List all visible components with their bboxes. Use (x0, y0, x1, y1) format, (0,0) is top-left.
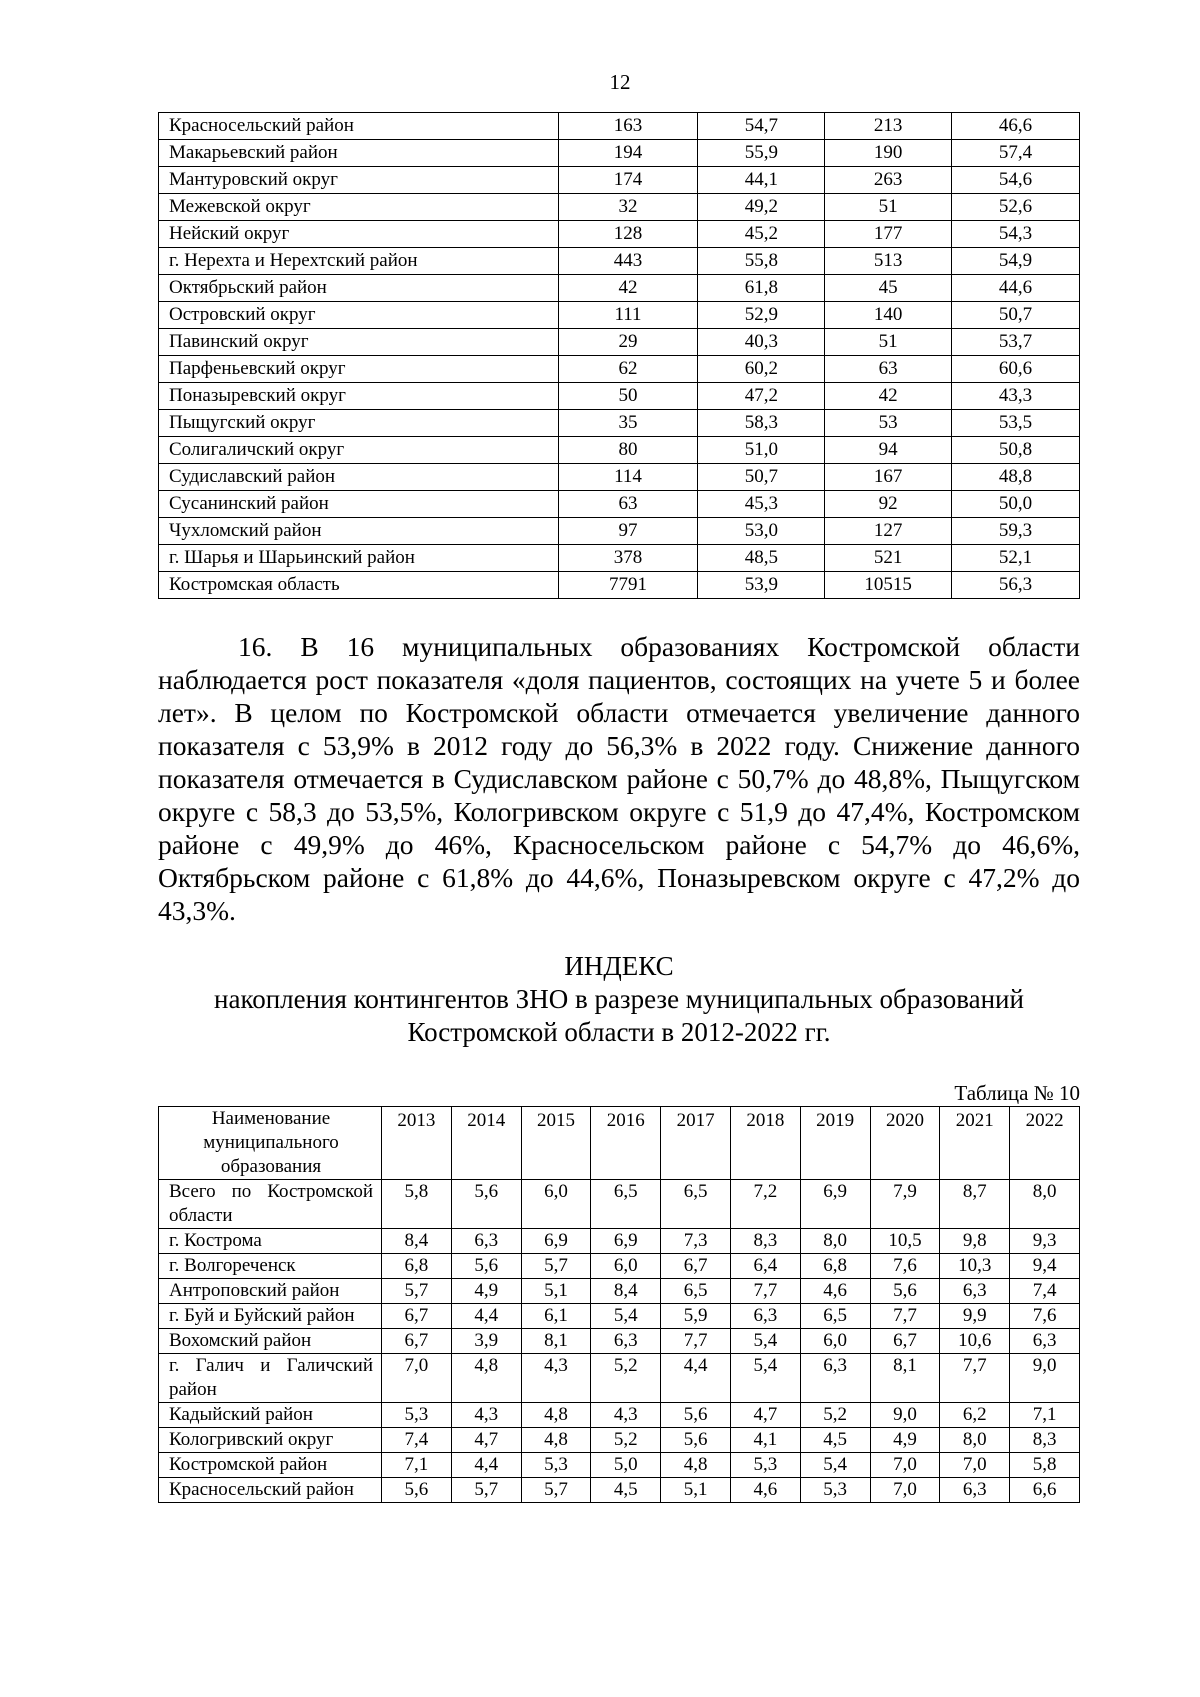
value-cell: 7,3 (661, 1229, 731, 1254)
header-year-cell: 2013 (382, 1107, 452, 1180)
table-row (159, 1180, 1080, 1229)
value-cell: 10,5 (870, 1229, 940, 1254)
value-cell: 5,3 (382, 1403, 452, 1428)
value-cell: 45 (825, 275, 952, 302)
row-name-cell: Красносельский район (159, 1478, 382, 1503)
value-cell: 4,6 (800, 1279, 870, 1304)
value-cell: 4,3 (521, 1354, 591, 1403)
value-cell: 48,8 (952, 464, 1080, 491)
value-cell: 4,6 (730, 1478, 800, 1503)
table-row (159, 1329, 1080, 1354)
value-cell: 7,6 (1010, 1304, 1080, 1329)
header-year-cell: 2015 (521, 1107, 591, 1180)
value-cell: 4,9 (451, 1279, 521, 1304)
value-cell: 190 (825, 140, 952, 167)
row-name-cell: г. Галич и Галичский район (159, 1354, 382, 1403)
value-cell: 4,9 (870, 1428, 940, 1453)
row-name-cell: Мантуровский округ (159, 167, 559, 194)
header-year-cell: 2014 (451, 1107, 521, 1180)
value-cell: 167 (825, 464, 952, 491)
value-cell: 6,7 (661, 1254, 731, 1279)
row-name-cell: Костромская область (159, 572, 559, 599)
value-cell: 53,7 (952, 329, 1080, 356)
table-row (159, 518, 1080, 545)
value-cell: 6,7 (382, 1304, 452, 1329)
value-cell: 4,8 (451, 1354, 521, 1403)
value-cell: 5,8 (382, 1180, 452, 1229)
value-cell: 52,1 (952, 545, 1080, 572)
index-title-line2: накопления контингентов ЗНО в разрезе муниципальных образований (214, 984, 1024, 1014)
value-cell: 7791 (558, 572, 698, 599)
value-cell: 8,4 (591, 1279, 661, 1304)
value-cell: 52,9 (698, 302, 825, 329)
header-year-cell: 2020 (870, 1107, 940, 1180)
value-cell: 5,7 (521, 1478, 591, 1503)
table-row (159, 383, 1080, 410)
value-cell: 6,0 (521, 1180, 591, 1229)
value-cell: 5,7 (451, 1478, 521, 1503)
value-cell: 6,3 (730, 1304, 800, 1329)
table-row (159, 275, 1080, 302)
value-cell: 7,4 (382, 1428, 452, 1453)
value-cell: 43,3 (952, 383, 1080, 410)
value-cell: 7,7 (870, 1304, 940, 1329)
value-cell: 53,9 (698, 572, 825, 599)
value-cell: 5,1 (521, 1279, 591, 1304)
value-cell: 40,3 (698, 329, 825, 356)
value-cell: 63 (825, 356, 952, 383)
value-cell: 97 (558, 518, 698, 545)
paragraph-16: 16. В 16 муниципальных образованиях Костромской области наблюдается рост показателя «доля пациентов, состоящих на учете 5 и более лет». В целом по Костромской области отмечается увеличение данного показателя с 53,9% в 2012 году до 56,3% в 2022 году. Снижение данного показателя отмечается в Судиславском районе с 50,7% до 48,8%, Пыщугском округе с 58,3 до 53,5%, Кологривском округе с 51,9 до 47,4%, Костромском районе с 49,9% до 46%, Красносельском районе с 54,7% до 46,6%, Октябрьском районе с 61,8% до 44,6%, Поназыревском округе с 47,2% до 43,3%. (158, 631, 1080, 926)
value-cell: 9,0 (1010, 1354, 1080, 1403)
value-cell: 4,1 (730, 1428, 800, 1453)
value-cell: 44,1 (698, 167, 825, 194)
value-cell: 50,0 (952, 491, 1080, 518)
value-cell: 50,7 (952, 302, 1080, 329)
table-row (159, 221, 1080, 248)
value-cell: 6,8 (800, 1254, 870, 1279)
value-cell: 5,4 (730, 1329, 800, 1354)
value-cell: 6,7 (382, 1329, 452, 1354)
value-cell: 127 (825, 518, 952, 545)
value-cell: 29 (558, 329, 698, 356)
value-cell: 6,3 (451, 1229, 521, 1254)
value-cell: 263 (825, 167, 952, 194)
value-cell: 5,4 (730, 1354, 800, 1403)
value-cell: 140 (825, 302, 952, 329)
value-cell: 56,3 (952, 572, 1080, 599)
value-cell: 44,6 (952, 275, 1080, 302)
value-cell: 9,0 (870, 1403, 940, 1428)
value-cell: 5,7 (521, 1254, 591, 1279)
value-cell: 53 (825, 410, 952, 437)
value-cell: 3,9 (451, 1329, 521, 1354)
value-cell: 4,5 (800, 1428, 870, 1453)
table-row (159, 248, 1080, 275)
table-row (159, 572, 1080, 599)
value-cell: 6,3 (940, 1279, 1010, 1304)
value-cell: 5,6 (451, 1254, 521, 1279)
value-cell: 8,3 (730, 1229, 800, 1254)
value-cell: 10,6 (940, 1329, 1010, 1354)
value-cell: 8,0 (940, 1428, 1010, 1453)
value-cell: 32 (558, 194, 698, 221)
value-cell: 8,1 (521, 1329, 591, 1354)
value-cell: 4,4 (451, 1304, 521, 1329)
value-cell: 111 (558, 302, 698, 329)
value-cell: 6,5 (661, 1180, 731, 1229)
value-cell: 5,2 (591, 1428, 661, 1453)
table-row (159, 464, 1080, 491)
value-cell: 51 (825, 329, 952, 356)
value-cell: 4,8 (521, 1428, 591, 1453)
value-cell: 9,4 (1010, 1254, 1080, 1279)
value-cell: 50,8 (952, 437, 1080, 464)
value-cell: 7,0 (940, 1453, 1010, 1478)
value-cell: 54,7 (698, 113, 825, 140)
value-cell: 6,5 (800, 1304, 870, 1329)
value-cell: 80 (558, 437, 698, 464)
table-row (159, 410, 1080, 437)
value-cell: 6,0 (800, 1329, 870, 1354)
value-cell: 7,1 (382, 1453, 452, 1478)
value-cell: 4,8 (661, 1453, 731, 1478)
table-number-label: Таблица № 10 (954, 1081, 1080, 1105)
value-cell: 8,7 (940, 1180, 1010, 1229)
value-cell: 5,9 (661, 1304, 731, 1329)
header-year-cell: 2017 (661, 1107, 731, 1180)
table-row (159, 1279, 1080, 1304)
value-cell: 521 (825, 545, 952, 572)
table-row (159, 1428, 1080, 1453)
row-name-cell: Чухломский район (159, 518, 559, 545)
index-title-line1: ИНДЕКС (564, 951, 674, 981)
header-name-cell: Наименование муниципального образования (159, 1107, 382, 1180)
row-name-cell: Костромской район (159, 1453, 382, 1478)
value-cell: 7,1 (1010, 1403, 1080, 1428)
value-cell: 7,0 (382, 1354, 452, 1403)
value-cell: 54,3 (952, 221, 1080, 248)
value-cell: 5,4 (800, 1453, 870, 1478)
value-cell: 443 (558, 248, 698, 275)
value-cell: 5,8 (1010, 1453, 1080, 1478)
value-cell: 5,3 (521, 1453, 591, 1478)
row-name-cell: г. Шарья и Шарьинский район (159, 545, 559, 572)
value-cell: 7,9 (870, 1180, 940, 1229)
page-number: 12 (609, 70, 631, 94)
value-cell: 6,5 (591, 1180, 661, 1229)
value-cell: 5,6 (382, 1478, 452, 1503)
value-cell: 35 (558, 410, 698, 437)
row-name-cell: Кадыйский район (159, 1403, 382, 1428)
value-cell: 4,3 (451, 1403, 521, 1428)
value-cell: 5,3 (730, 1453, 800, 1478)
value-cell: 6,9 (521, 1229, 591, 1254)
value-cell: 7,0 (870, 1453, 940, 1478)
table-row (159, 1254, 1080, 1279)
value-cell: 8,3 (1010, 1428, 1080, 1453)
value-cell: 6,2 (940, 1403, 1010, 1428)
header-year-cell: 2016 (591, 1107, 661, 1180)
value-cell: 55,8 (698, 248, 825, 275)
row-name-cell: Макарьевский район (159, 140, 559, 167)
row-name-cell: Антроповский район (159, 1279, 382, 1304)
value-cell: 60,2 (698, 356, 825, 383)
value-cell: 46,6 (952, 113, 1080, 140)
table-row (159, 491, 1080, 518)
value-cell: 54,6 (952, 167, 1080, 194)
row-name-cell: Сусанинский район (159, 491, 559, 518)
value-cell: 60,6 (952, 356, 1080, 383)
value-cell: 4,8 (521, 1403, 591, 1428)
value-cell: 378 (558, 545, 698, 572)
municipal-stats-table (158, 112, 1080, 599)
value-cell: 51 (825, 194, 952, 221)
value-cell: 7,4 (1010, 1279, 1080, 1304)
value-cell: 8,1 (870, 1354, 940, 1403)
value-cell: 5,7 (382, 1279, 452, 1304)
value-cell: 8,0 (800, 1229, 870, 1254)
index-title (158, 950, 1080, 1049)
table-row (159, 113, 1080, 140)
value-cell: 6,3 (800, 1354, 870, 1403)
value-cell: 59,3 (952, 518, 1080, 545)
value-cell: 55,9 (698, 140, 825, 167)
row-name-cell: Солигаличский округ (159, 437, 559, 464)
table-row (159, 194, 1080, 221)
table-row (159, 545, 1080, 572)
value-cell: 53,0 (698, 518, 825, 545)
table-row (159, 437, 1080, 464)
row-name-cell: Кологривский округ (159, 1428, 382, 1453)
value-cell: 47,2 (698, 383, 825, 410)
value-cell: 45,3 (698, 491, 825, 518)
index-title-line3: Костромской области в 2012-2022 гг. (407, 1017, 831, 1047)
value-cell: 7,2 (730, 1180, 800, 1229)
value-cell: 42 (558, 275, 698, 302)
value-cell: 45,2 (698, 221, 825, 248)
value-cell: 6,0 (591, 1254, 661, 1279)
value-cell: 6,9 (800, 1180, 870, 1229)
table-row (159, 1304, 1080, 1329)
value-cell: 4,7 (451, 1428, 521, 1453)
header-year-cell: 2021 (940, 1107, 1010, 1180)
value-cell: 54,9 (952, 248, 1080, 275)
table-row (159, 167, 1080, 194)
row-name-cell: Островский округ (159, 302, 559, 329)
value-cell: 8,4 (382, 1229, 452, 1254)
row-name-cell: г. Буй и Буйский район (159, 1304, 382, 1329)
value-cell: 9,8 (940, 1229, 1010, 1254)
value-cell: 5,0 (591, 1453, 661, 1478)
row-name-cell: Пыщугский округ (159, 410, 559, 437)
value-cell: 5,6 (451, 1180, 521, 1229)
value-cell: 58,3 (698, 410, 825, 437)
row-name-cell: Вохомский район (159, 1329, 382, 1354)
value-cell: 50,7 (698, 464, 825, 491)
value-cell: 7,6 (870, 1254, 940, 1279)
table-row (159, 1478, 1080, 1503)
value-cell: 114 (558, 464, 698, 491)
value-cell: 5,2 (800, 1403, 870, 1428)
header-year-cell: 2022 (1010, 1107, 1080, 1180)
row-name-cell: Межевской округ (159, 194, 559, 221)
value-cell: 51,0 (698, 437, 825, 464)
header-year-cell: 2019 (800, 1107, 870, 1180)
table-row (159, 1229, 1080, 1254)
row-name-cell: Всего по Костромской области (159, 1180, 382, 1229)
value-cell: 53,5 (952, 410, 1080, 437)
value-cell: 10515 (825, 572, 952, 599)
value-cell: 213 (825, 113, 952, 140)
row-name-cell: Октябрьский район (159, 275, 559, 302)
table-row (159, 1354, 1080, 1403)
value-cell: 174 (558, 167, 698, 194)
value-cell: 5,4 (591, 1304, 661, 1329)
row-name-cell: Судиславский район (159, 464, 559, 491)
table-row (159, 1403, 1080, 1428)
value-cell: 6,5 (661, 1279, 731, 1304)
value-cell: 10,3 (940, 1254, 1010, 1279)
value-cell: 6,3 (591, 1329, 661, 1354)
value-cell: 4,7 (730, 1403, 800, 1428)
value-cell: 92 (825, 491, 952, 518)
value-cell: 7,0 (870, 1478, 940, 1503)
value-cell: 194 (558, 140, 698, 167)
row-name-cell: г. Кострома (159, 1229, 382, 1254)
table-row (159, 302, 1080, 329)
value-cell: 5,6 (661, 1403, 731, 1428)
value-cell: 4,4 (661, 1354, 731, 1403)
table-row (159, 356, 1080, 383)
value-cell: 6,7 (870, 1329, 940, 1354)
value-cell: 50 (558, 383, 698, 410)
value-cell: 6,3 (940, 1478, 1010, 1503)
value-cell: 6,1 (521, 1304, 591, 1329)
value-cell: 9,3 (1010, 1229, 1080, 1254)
value-cell: 5,6 (870, 1279, 940, 1304)
value-cell: 5,1 (661, 1478, 731, 1503)
value-cell: 5,3 (800, 1478, 870, 1503)
value-cell: 7,7 (661, 1329, 731, 1354)
value-cell: 513 (825, 248, 952, 275)
value-cell: 42 (825, 383, 952, 410)
value-cell: 4,5 (591, 1478, 661, 1503)
row-name-cell: Поназыревский округ (159, 383, 559, 410)
row-name-cell: Павинский округ (159, 329, 559, 356)
row-name-cell: г. Волгореченск (159, 1254, 382, 1279)
value-cell: 94 (825, 437, 952, 464)
table-row (159, 1453, 1080, 1478)
value-cell: 6,4 (730, 1254, 800, 1279)
value-cell: 9,9 (940, 1304, 1010, 1329)
value-cell: 163 (558, 113, 698, 140)
value-cell: 128 (558, 221, 698, 248)
value-cell: 5,2 (591, 1354, 661, 1403)
value-cell: 8,0 (1010, 1180, 1080, 1229)
row-name-cell: Нейский округ (159, 221, 559, 248)
value-cell: 61,8 (698, 275, 825, 302)
value-cell: 7,7 (940, 1354, 1010, 1403)
value-cell: 63 (558, 491, 698, 518)
value-cell: 7,7 (730, 1279, 800, 1304)
value-cell: 6,3 (1010, 1329, 1080, 1354)
value-cell: 62 (558, 356, 698, 383)
value-cell: 6,6 (1010, 1478, 1080, 1503)
accumulation-index-table (158, 1106, 1080, 1503)
table-header-row (159, 1107, 1080, 1180)
value-cell: 48,5 (698, 545, 825, 572)
value-cell: 57,4 (952, 140, 1080, 167)
row-name-cell: Парфеньевский округ (159, 356, 559, 383)
header-year-cell: 2018 (730, 1107, 800, 1180)
value-cell: 6,8 (382, 1254, 452, 1279)
value-cell: 52,6 (952, 194, 1080, 221)
row-name-cell: Красносельский район (159, 113, 559, 140)
row-name-cell: г. Нерехта и Нерехтский район (159, 248, 559, 275)
value-cell: 4,4 (451, 1453, 521, 1478)
table-row (159, 329, 1080, 356)
value-cell: 177 (825, 221, 952, 248)
value-cell: 6,9 (591, 1229, 661, 1254)
value-cell: 5,6 (661, 1428, 731, 1453)
value-cell: 4,3 (591, 1403, 661, 1428)
table-row (159, 140, 1080, 167)
value-cell: 49,2 (698, 194, 825, 221)
